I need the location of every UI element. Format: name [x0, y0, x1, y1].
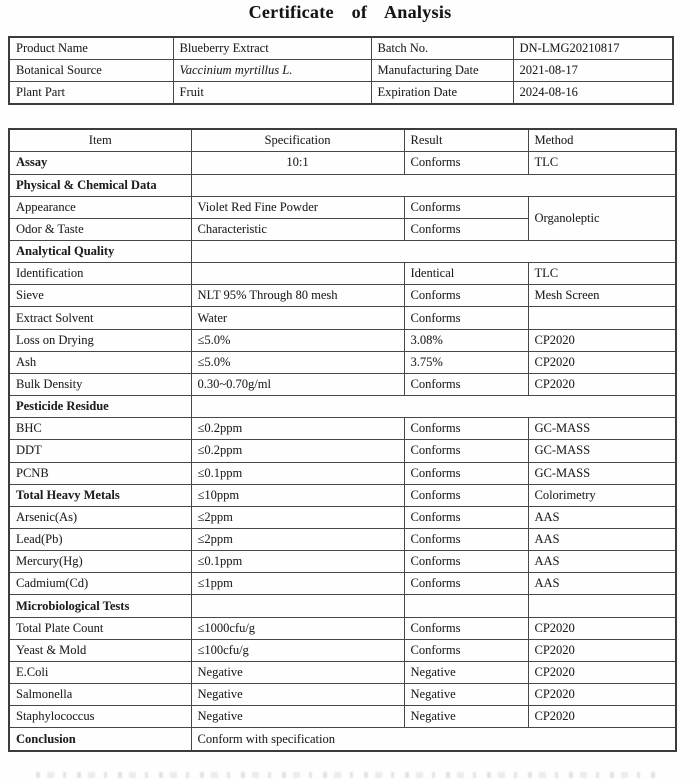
- cell-result: Conforms: [404, 462, 528, 484]
- cell-method: CP2020: [528, 684, 676, 706]
- table-row: [9, 373, 676, 395]
- cell-result: Conforms: [404, 506, 528, 528]
- cell-spec: Water: [191, 307, 404, 329]
- cell-method: AAS: [528, 551, 676, 573]
- cell-method: CP2020: [528, 329, 676, 351]
- info-value: Fruit: [173, 81, 371, 104]
- table-row: [9, 617, 676, 639]
- analysis-header-row: [9, 129, 676, 152]
- info-table: [8, 36, 674, 105]
- cell-result: Conforms: [404, 418, 528, 440]
- cell-method: GC-MASS: [528, 440, 676, 462]
- table-row: [9, 595, 676, 617]
- info-label: Batch No.: [371, 37, 513, 60]
- cell-item: Yeast & Mold: [9, 639, 191, 661]
- cell-method: GC-MASS: [528, 418, 676, 440]
- cell-method: CP2020: [528, 373, 676, 395]
- cell-item: Sieve: [9, 285, 191, 307]
- cell-method: AAS: [528, 529, 676, 551]
- table-row: [9, 462, 676, 484]
- table-row: [9, 440, 676, 462]
- cell-spec: Negative: [191, 684, 404, 706]
- cell-item: Microbiological Tests: [9, 595, 191, 617]
- cell-method: [528, 595, 676, 617]
- table-row: [9, 174, 676, 196]
- cell-result: [404, 595, 528, 617]
- table-row: [9, 285, 676, 307]
- cell-method: TLC: [528, 263, 676, 285]
- cell-item: Pesticide Residue: [9, 396, 191, 418]
- table-row: [9, 240, 676, 262]
- cell-item: Loss on Drying: [9, 329, 191, 351]
- cell-section-span: [191, 174, 676, 196]
- cell-method: CP2020: [528, 639, 676, 661]
- cell-method: Colorimetry: [528, 484, 676, 506]
- table-row: [9, 329, 676, 351]
- cell-result: Negative: [404, 684, 528, 706]
- info-row: [9, 37, 673, 60]
- table-row: [9, 484, 676, 506]
- cell-item: Bulk Density: [9, 373, 191, 395]
- cell-result: Identical: [404, 263, 528, 285]
- cell-method: CP2020: [528, 617, 676, 639]
- cell-spec: ≤2ppm: [191, 529, 404, 551]
- cell-result: Conforms: [404, 307, 528, 329]
- cell-item: BHC: [9, 418, 191, 440]
- cell-result: Conforms: [404, 617, 528, 639]
- cell-method: Organoleptic: [528, 196, 676, 240]
- cell-result: Conforms: [404, 373, 528, 395]
- cell-item: PCNB: [9, 462, 191, 484]
- cell-item: Analytical Quality: [9, 240, 191, 262]
- cell-method: CP2020: [528, 706, 676, 728]
- cell-spec: 10:1: [191, 152, 404, 174]
- column-header: Result: [404, 129, 528, 152]
- cell-spec: Negative: [191, 661, 404, 683]
- cell-result: Conforms: [404, 484, 528, 506]
- cell-item: Mercury(Hg): [9, 551, 191, 573]
- info-label: Expiration Date: [371, 81, 513, 104]
- cell-spec: 0.30~0.70g/ml: [191, 373, 404, 395]
- cell-item: Conclusion: [9, 728, 191, 751]
- cell-item: Appearance: [9, 196, 191, 218]
- info-value: Vaccinium myrtillus L.: [173, 60, 371, 82]
- cell-method: Mesh Screen: [528, 285, 676, 307]
- cell-method: [528, 307, 676, 329]
- table-row: [9, 551, 676, 573]
- table-row: [9, 639, 676, 661]
- analysis-table-body: [9, 129, 676, 751]
- info-label: Plant Part: [9, 81, 173, 104]
- table-row: [9, 684, 676, 706]
- cell-spec: ≤1ppm: [191, 573, 404, 595]
- table-row: [9, 506, 676, 528]
- cell-result: Conforms: [404, 196, 528, 218]
- info-value: 2024-08-16: [513, 81, 673, 104]
- cell-item: Arsenic(As): [9, 506, 191, 528]
- cell-section-span: [191, 240, 676, 262]
- info-table-body: [9, 37, 673, 104]
- table-row: [9, 706, 676, 728]
- cell-result: 3.08%: [404, 329, 528, 351]
- table-row: [9, 529, 676, 551]
- cell-spec: ≤5.0%: [191, 329, 404, 351]
- scan-artifact: [36, 772, 658, 778]
- table-row: [9, 728, 676, 751]
- cell-spec: Negative: [191, 706, 404, 728]
- column-header: Method: [528, 129, 676, 152]
- cell-spec: NLT 95% Through 80 mesh: [191, 285, 404, 307]
- cell-spec: [191, 595, 404, 617]
- cell-section-span: [191, 396, 676, 418]
- cell-item: DDT: [9, 440, 191, 462]
- cell-result: Conforms: [404, 551, 528, 573]
- info-label: Botanical Source: [9, 60, 173, 82]
- page-title: Certificate of Analysis: [248, 2, 452, 22]
- cell-spec: Characteristic: [191, 218, 404, 240]
- info-label: Manufacturing Date: [371, 60, 513, 82]
- cell-spec: ≤0.2ppm: [191, 418, 404, 440]
- cell-item: Extract Solvent: [9, 307, 191, 329]
- cell-result: 3.75%: [404, 351, 528, 373]
- column-header: Specification: [191, 129, 404, 152]
- cell-item: Staphylococcus: [9, 706, 191, 728]
- cell-result: Conforms: [404, 529, 528, 551]
- cell-item: Total Heavy Metals: [9, 484, 191, 506]
- table-row: [9, 418, 676, 440]
- cell-result: Negative: [404, 661, 528, 683]
- table-row: [9, 573, 676, 595]
- info-row: [9, 81, 673, 104]
- cell-result: Conforms: [404, 285, 528, 307]
- cell-method: GC-MASS: [528, 462, 676, 484]
- cell-item: Physical & Chemical Data: [9, 174, 191, 196]
- cell-spec: ≤100cfu/g: [191, 639, 404, 661]
- cell-result: Conforms: [404, 639, 528, 661]
- cell-conclusion: Conform with specification: [191, 728, 676, 751]
- cell-spec: ≤1000cfu/g: [191, 617, 404, 639]
- table-row: [9, 351, 676, 373]
- cell-result: Negative: [404, 706, 528, 728]
- table-row: [9, 396, 676, 418]
- analysis-table: [8, 128, 677, 752]
- cell-result: Conforms: [404, 573, 528, 595]
- cell-method: CP2020: [528, 351, 676, 373]
- column-header: Item: [9, 129, 191, 152]
- cell-spec: ≤0.2ppm: [191, 440, 404, 462]
- cell-item: Cadmium(Cd): [9, 573, 191, 595]
- table-row: [9, 152, 676, 174]
- info-value: Blueberry Extract: [173, 37, 371, 60]
- cell-spec: [191, 263, 404, 285]
- cell-item: Identification: [9, 263, 191, 285]
- cell-spec: ≤10ppm: [191, 484, 404, 506]
- cell-item: Total Plate Count: [9, 617, 191, 639]
- cell-method: AAS: [528, 506, 676, 528]
- cell-method: CP2020: [528, 661, 676, 683]
- cell-item: Odor & Taste: [9, 218, 191, 240]
- cell-item: E.Coli: [9, 661, 191, 683]
- cell-item: Salmonella: [9, 684, 191, 706]
- cell-item: Assay: [9, 152, 191, 174]
- cell-method: TLC: [528, 152, 676, 174]
- cell-spec: ≤0.1ppm: [191, 462, 404, 484]
- info-label: Product Name: [9, 37, 173, 60]
- cell-spec: ≤0.1ppm: [191, 551, 404, 573]
- table-row: [9, 661, 676, 683]
- cell-item: Ash: [9, 351, 191, 373]
- cell-item: Lead(Pb): [9, 529, 191, 551]
- table-row: [9, 196, 676, 218]
- table-row: [9, 263, 676, 285]
- cell-method: AAS: [528, 573, 676, 595]
- cell-spec: ≤5.0%: [191, 351, 404, 373]
- cell-result: Conforms: [404, 218, 528, 240]
- info-value: DN-LMG20210817: [513, 37, 673, 60]
- table-row: [9, 307, 676, 329]
- cell-result: Conforms: [404, 440, 528, 462]
- info-row: [9, 60, 673, 82]
- cell-spec: Violet Red Fine Powder: [191, 196, 404, 218]
- info-value: 2021-08-17: [513, 60, 673, 82]
- cell-result: Conforms: [404, 152, 528, 174]
- cell-spec: ≤2ppm: [191, 506, 404, 528]
